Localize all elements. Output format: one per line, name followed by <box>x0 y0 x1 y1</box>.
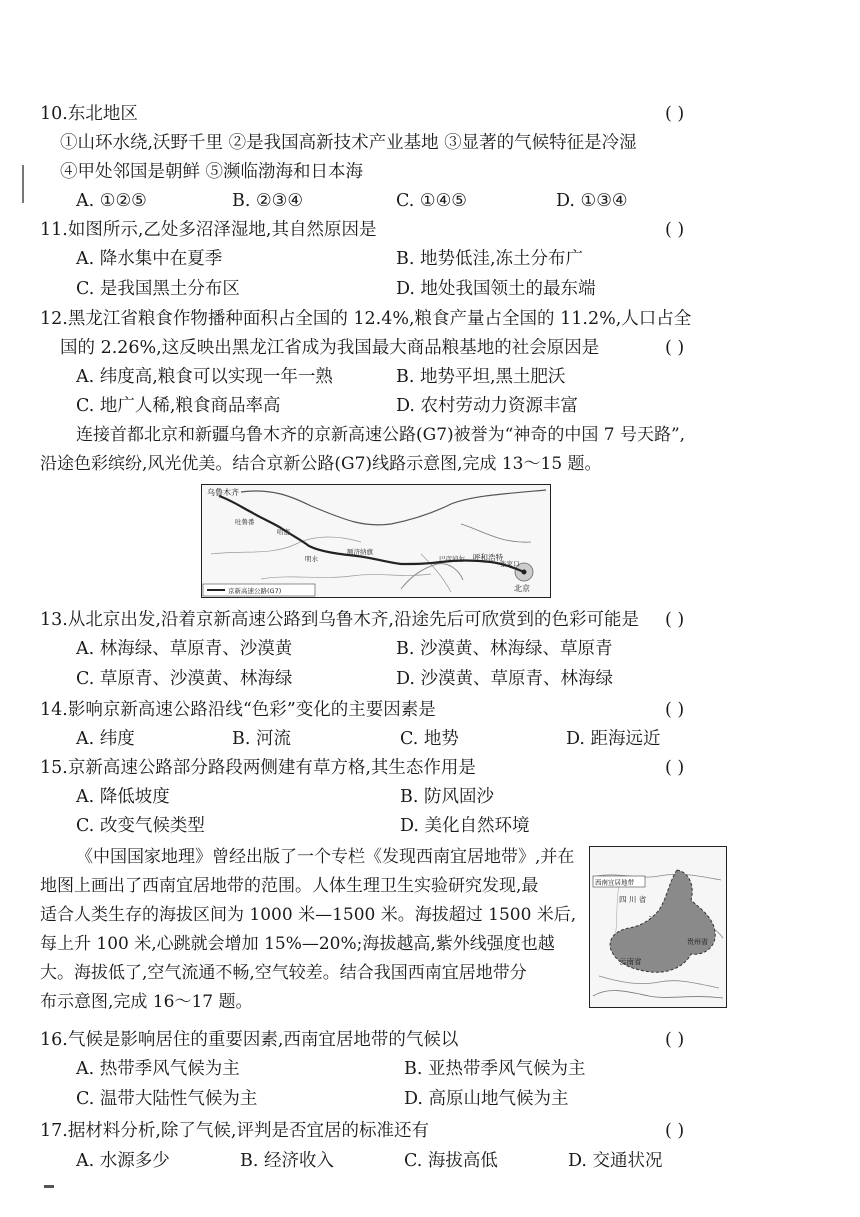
q12-option-a: A. 纬度高,粮食可以实现一年一熟 <box>76 367 333 387</box>
q12-stem-line2: 国的 2.26%,这反映出黑龙江省成为我国最大商品粮基地的社会原因是 <box>60 338 600 358</box>
map2-label-yunnan: 云南省 <box>619 957 642 966</box>
map1-label-beijing: 北京 <box>514 584 530 593</box>
southwest-livable-zone-map <box>589 846 727 1008</box>
q14-stem: 14.影响京新高速公路沿线“色彩”变化的主要因素是 <box>40 700 436 720</box>
passage2-line6: 布示意图,完成 16～17 题。 <box>40 992 253 1012</box>
q10-option-a: A. ①②⑤ <box>76 191 147 211</box>
q11-option-b: B. 地势低洼,冻土分布广 <box>396 249 584 269</box>
map1-label-hohhot: 呼和浩特 <box>473 553 503 562</box>
q17-option-b: B. 经济收入 <box>240 1151 334 1171</box>
q11-option-c: C. 是我国黑土分布区 <box>76 279 240 299</box>
g7-route-map <box>201 484 551 598</box>
q13-option-d: D. 沙漠黄、草原青、林海绿 <box>396 669 614 689</box>
q12-option-c: C. 地广人稀,粮食商品率高 <box>76 396 281 416</box>
q16-option-c: C. 温带大陆性气候为主 <box>76 1089 258 1109</box>
map1-label-urumqi: 乌鲁木齐 <box>207 488 239 497</box>
q12-stem-line1: 12.黑龙江省粮食作物播种面积占全国的 12.4%,粮食产量占全国的 11.2%,人口占全 <box>40 309 692 329</box>
q13-answer-blank: ( ) <box>665 610 685 630</box>
scan-bottom-mark <box>44 1185 54 1188</box>
passage1-line1: 连接首都北京和新疆乌鲁木齐的京新高速公路(G7)被誉为“神奇的中国 7 号天路”, <box>76 425 686 445</box>
map1-label-ejina: 额济纳旗 <box>347 548 373 556</box>
q16-answer-blank: ( ) <box>665 1030 685 1050</box>
q17-answer-blank: ( ) <box>665 1121 685 1141</box>
q15-option-c: C. 改变气候类型 <box>76 816 205 836</box>
q15-option-a: A. 降低坡度 <box>76 787 170 807</box>
q10-statements-2: ④甲处邻国是朝鲜 ⑤濒临渤海和日本海 <box>60 162 364 182</box>
q12-option-d: D. 农村劳动力资源丰富 <box>396 396 579 416</box>
q16-stem: 16.气候是影响居住的重要因素,西南宜居地带的气候以 <box>40 1030 459 1050</box>
passage2-line4: 每上升 100 米,心跳就会增加 15%—20%;海拔越高,紫外线强度也越 <box>40 934 555 954</box>
map1-label-zhangjiakou: 张家口 <box>500 560 520 568</box>
q10-stem: 10.东北地区 <box>40 104 138 124</box>
q10-statements-1: ①山环水绕,沃野千里 ②是我国高新技术产业基地 ③显著的气候特征是冷湿 <box>60 133 637 153</box>
passage1-line2: 沿途色彩缤纷,风光优美。结合京新公路(G7)线路示意图,完成 13～15 题。 <box>40 454 602 474</box>
q15-option-d: D. 美化自然环境 <box>400 816 530 836</box>
map1-legend-label: 京新高速公路(G7) <box>228 587 282 595</box>
q16-option-b: B. 亚热带季风气候为主 <box>404 1059 586 1079</box>
map1-label-mingshui: 明水 <box>305 555 318 563</box>
q14-option-a: A. 纬度 <box>76 729 135 749</box>
q17-option-d: D. 交通状况 <box>568 1151 663 1171</box>
map2-label-guizhou: 贵州省 <box>687 938 708 946</box>
q14-answer-blank: ( ) <box>665 700 685 720</box>
scan-edge-mark <box>22 165 24 203</box>
passage2-line5: 大。海拔低了,空气流通不畅,空气较差。结合我国西南宜居地带分 <box>40 963 527 983</box>
q13-option-a: A. 林海绿、草原青、沙漠黄 <box>76 639 293 659</box>
q13-option-c: C. 草原青、沙漠黄、林海绿 <box>76 669 293 689</box>
q11-option-a: A. 降水集中在夏季 <box>76 249 223 269</box>
q10-answer-blank: ( ) <box>665 104 685 124</box>
q10-option-c: C. ①④⑤ <box>396 191 467 211</box>
map1-label-turpan: 吐鲁番 <box>235 518 255 526</box>
q15-option-b: B. 防风固沙 <box>400 787 494 807</box>
q14-option-d: D. 距海远近 <box>566 729 661 749</box>
q17-option-a: A. 水源多少 <box>76 1151 170 1171</box>
passage2-line3: 适合人类生存的海拔区间为 1000 米—1500 米。海拔超过 1500 米后, <box>40 905 577 925</box>
q11-option-d: D. 地处我国领土的最东端 <box>396 279 596 299</box>
q13-stem: 13.从北京出发,沿着京新高速公路到乌鲁木齐,沿途先后可欣赏到的色彩可能是 <box>40 610 639 630</box>
q17-stem: 17.据材料分析,除了气候,评判是否宜居的标准还有 <box>40 1121 429 1141</box>
passage2-line2: 地图上画出了西南宜居地带的范围。人体生理卫生实验研究发现,最 <box>40 876 539 896</box>
q16-option-d: D. 高原山地气候为主 <box>404 1089 569 1109</box>
q10-option-b: B. ②③④ <box>232 191 304 211</box>
q14-option-b: B. 河流 <box>232 729 291 749</box>
map2-legend-label: 西南宜居地带 <box>595 878 634 887</box>
map2-label-sichuan: 四 川 省 <box>619 895 647 904</box>
q14-option-c: C. 地势 <box>400 729 459 749</box>
map1-label-bayan: 巴彦淖尔 <box>439 555 465 563</box>
q11-stem: 11.如图所示,乙处多沼泽湿地,其自然原因是 <box>40 220 377 240</box>
q12-answer-blank: ( ) <box>665 338 685 358</box>
q11-answer-blank: ( ) <box>665 220 685 240</box>
passage2-line1: 《中国国家地理》曾经出版了一个专栏《发现西南宜居地带》,并在 <box>76 847 575 867</box>
q13-option-b: B. 沙漠黄、林海绿、草原青 <box>396 639 613 659</box>
q16-option-a: A. 热带季风气候为主 <box>76 1059 240 1079</box>
map1-label-hami: 哈密 <box>277 528 290 536</box>
q15-answer-blank: ( ) <box>665 758 685 778</box>
q12-option-b: B. 地势平坦,黑土肥沃 <box>396 367 566 387</box>
q15-stem: 15.京新高速公路部分路段两侧建有草方格,其生态作用是 <box>40 758 476 778</box>
q10-option-d: D. ①③④ <box>556 191 628 211</box>
q17-option-c: C. 海拔高低 <box>404 1151 498 1171</box>
